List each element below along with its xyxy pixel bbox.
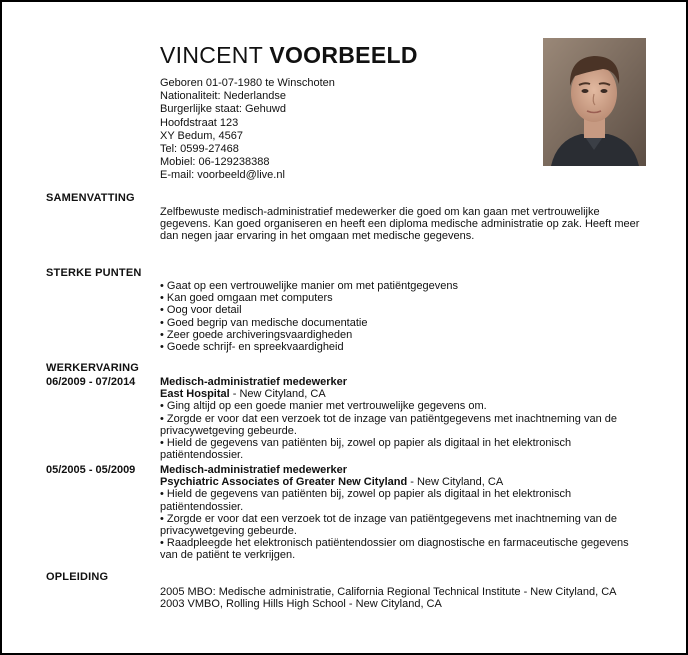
contact-details	[160, 77, 335, 183]
postal-city: XY Bedum, 4567	[160, 129, 243, 142]
phone: Tel: 0599-27468	[160, 143, 239, 156]
job-bullet: • Hield de gegevens van patiënten bij, zowel op papier als digitaal in het elektronisch patiëntendossier.	[160, 437, 572, 462]
job-employer	[160, 388, 640, 400]
job-title: Medisch-administratief medewerker	[160, 464, 348, 476]
section-title-strengths: STERKE PUNTEN	[46, 267, 142, 279]
section-title-experience: WERKERVARING	[46, 362, 140, 374]
job-bullet: • Zorgde er voor dat een verzoek tot de inzage van patiëntgegevens met inachtneming van de privacywetgeving gebeurde.	[160, 412, 617, 437]
job-bullet: • Hield de gegevens van patiënten bij, zowel op papier als digitaal in het elektronisch patiëntendossier.	[160, 488, 572, 513]
list-item: 2003 VMBO, Rolling Hills High School - New Cityland, CA	[160, 598, 442, 611]
education-list	[160, 586, 640, 610]
first-name: VINCENT	[160, 42, 263, 68]
list-item: • Oog voor detail	[160, 304, 242, 317]
list-item: • Zeer goede archiveringsvaardigheden	[160, 328, 353, 341]
job-employer	[160, 476, 640, 488]
job-bullet: • Ging altijd op een goede manier met vertrouwelijke gegevens om.	[160, 400, 487, 413]
list-item: • Kan goed omgaan met computers	[160, 292, 333, 305]
nationality: Nationaliteit: Nederlandse	[160, 90, 286, 103]
job-dates: 06/2009 - 07/2014	[46, 376, 136, 388]
email: E-mail: voorbeeld@live.nl	[160, 169, 285, 182]
list-item: 2005 MBO: Medische administratie, California Regional Technical Institute - New Cityland, CA	[160, 586, 617, 598]
job-entry	[160, 464, 640, 562]
company-name: Psychiatric Associates of Greater New Cityland	[160, 476, 408, 489]
job-dates: 05/2005 - 05/2009	[46, 464, 136, 476]
street-address: Hoofdstraat 123	[160, 116, 239, 129]
job-bullet: • Zorgde er voor dat een verzoek tot de inzage van patiëntgegevens met inachtneming van de privacywetgeving gebeurde.	[160, 512, 617, 538]
birth-info: Geboren 01-07-1980 te Winschoten	[160, 77, 335, 89]
job-title: Medisch-administratief medewerker	[160, 376, 348, 388]
list-item: • Goede schrijf- en spreekvaardigheid	[160, 341, 344, 354]
mobile: Mobiel: 06-129238388	[160, 156, 270, 169]
company-location: - New Cityland, CA	[229, 388, 326, 401]
job-bullet: • Raadpleegde het elektronisch patiëntendossier om diagnostische en farmaceutische gegevens van de patiënt te verkrijgen.	[160, 537, 629, 562]
profile-photo	[543, 38, 646, 166]
company-name: East Hospital	[160, 388, 230, 401]
company-location: - New Cityland, CA	[407, 476, 504, 489]
last-name: VOORBEELD	[269, 42, 418, 68]
list-item: • Gaat op een vertrouwelijke manier om met patiëntgegevens	[160, 280, 458, 292]
section-title-summary: SAMENVATTING	[46, 192, 135, 204]
candidate-name	[160, 42, 418, 69]
list-item: • Goed begrip van medische documentatie	[160, 316, 368, 329]
job-entry	[160, 376, 640, 461]
strengths-list	[160, 280, 458, 353]
marital-status: Burgerlijke staat: Gehuwd	[160, 103, 286, 116]
section-title-education: OPLEIDING	[46, 571, 109, 583]
summary-text: Zelfbewuste medisch-administratief medewerker die goed om kan gaan met vertrouwelijke gegevens. Kan goed organiseren en heeft een diploma medische administratie op zak. Heeft meer dan negen jaar ervaring in het omgaan met medische gegevens.	[160, 206, 640, 243]
